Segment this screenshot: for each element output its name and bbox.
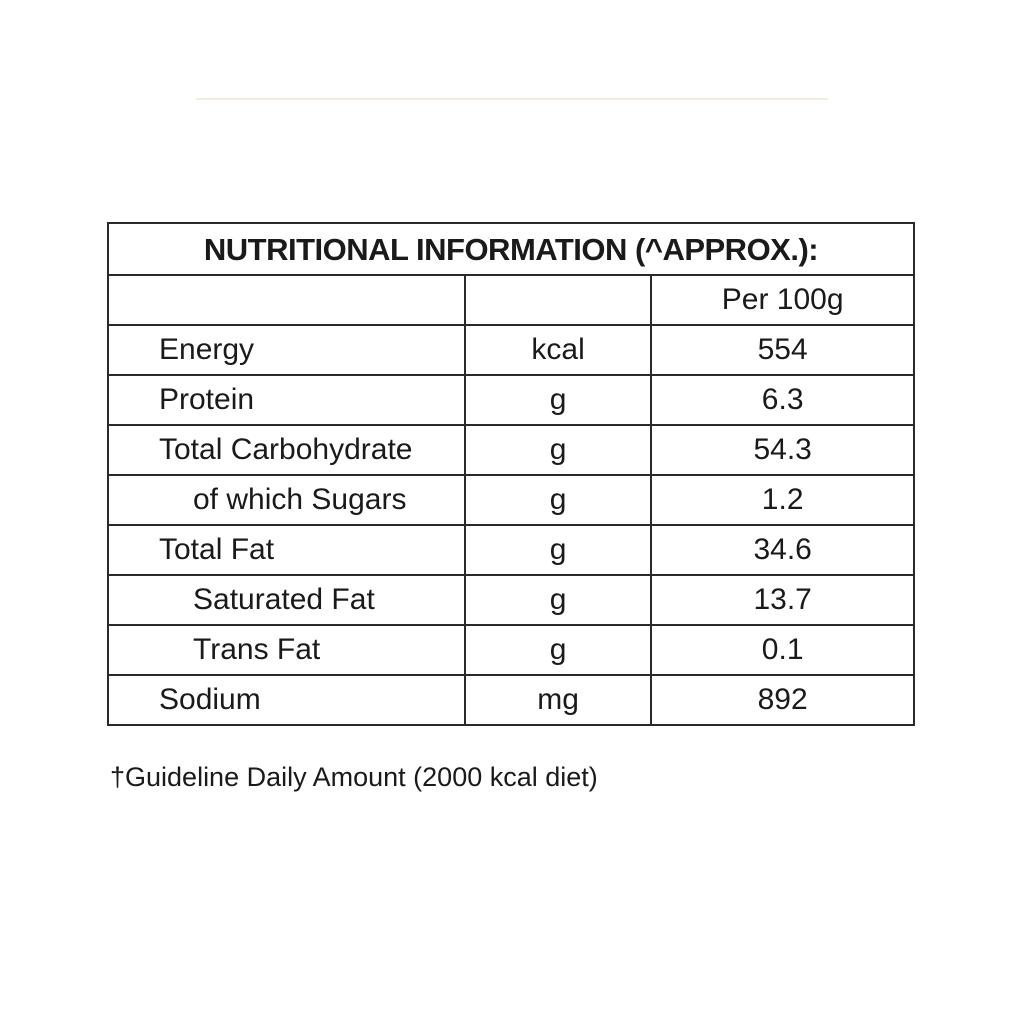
nutrient-unit: g bbox=[465, 425, 651, 475]
header-unit-cell bbox=[465, 275, 651, 325]
nutrient-unit: g bbox=[465, 625, 651, 675]
nutrient-unit: mg bbox=[465, 675, 651, 725]
nutrient-name: of which Sugars bbox=[108, 475, 465, 525]
nutrient-name: Total Fat bbox=[108, 525, 465, 575]
header-name-cell bbox=[108, 275, 465, 325]
header-per-100g: Per 100g bbox=[651, 275, 914, 325]
table-row bbox=[108, 425, 914, 475]
table-row bbox=[108, 575, 914, 625]
nutrient-name: Total Carbohydrate bbox=[108, 425, 465, 475]
nutrition-table bbox=[107, 222, 915, 726]
table-title: NUTRITIONAL INFORMATION (^APPROX.): bbox=[108, 223, 914, 275]
nutrient-unit: g bbox=[465, 575, 651, 625]
top-divider bbox=[196, 98, 828, 100]
table-row bbox=[108, 525, 914, 575]
nutrient-unit: kcal bbox=[465, 325, 651, 375]
nutrient-value: 13.7 bbox=[651, 575, 914, 625]
nutrient-name: Energy bbox=[108, 325, 465, 375]
nutrient-value: 34.6 bbox=[651, 525, 914, 575]
nutrient-value: 6.3 bbox=[651, 375, 914, 425]
nutrient-value: 554 bbox=[651, 325, 914, 375]
table-row bbox=[108, 325, 914, 375]
nutrient-unit: g bbox=[465, 475, 651, 525]
nutrient-name: Saturated Fat bbox=[108, 575, 465, 625]
nutrient-name: Sodium bbox=[108, 675, 465, 725]
nutrient-value: 54.3 bbox=[651, 425, 914, 475]
table-row bbox=[108, 375, 914, 425]
title-row bbox=[108, 223, 914, 275]
header-row bbox=[108, 275, 914, 325]
footnote: †Guideline Daily Amount (2000 kcal diet) bbox=[110, 762, 598, 792]
nutrient-value: 892 bbox=[651, 675, 914, 725]
nutrient-name: Trans Fat bbox=[108, 625, 465, 675]
table-row bbox=[108, 625, 914, 675]
nutrient-value: 1.2 bbox=[651, 475, 914, 525]
nutrient-unit: g bbox=[465, 525, 651, 575]
table-row bbox=[108, 675, 914, 725]
nutrient-value: 0.1 bbox=[651, 625, 914, 675]
nutrient-name: Protein bbox=[108, 375, 465, 425]
nutrient-unit: g bbox=[465, 375, 651, 425]
table-row bbox=[108, 475, 914, 525]
